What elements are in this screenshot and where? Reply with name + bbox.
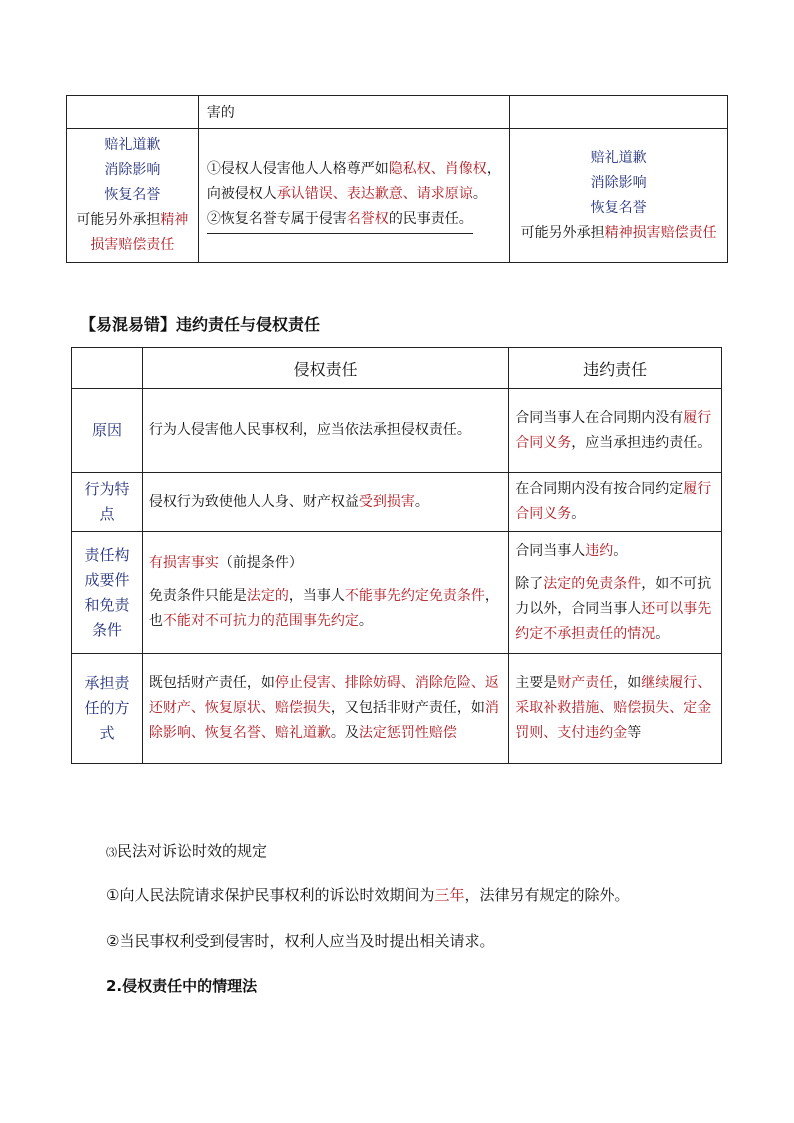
remedy-line: 消除影响 (590, 174, 647, 191)
contract-cell: 主要是财产责任，如继续履行、采取补救措施、赔偿损失、定金罚则、支付违约金等 (509, 654, 722, 764)
section-heading: 【易混易错】违约责任与侵权责任 (80, 315, 321, 334)
contract-cell: 合同当事人在合同期内没有履行合同义务，应当承担违约责任。 (509, 389, 722, 473)
top-table-row-1 (67, 96, 728, 129)
header-empty-cell (72, 348, 143, 389)
section-3-number: ⑶ (106, 846, 117, 859)
section-3-title: ⑶民法对诉讼时效的规定 (106, 842, 268, 860)
tort-cell: 侵权行为致使他人人身、财产权益受到损害。 (142, 473, 508, 532)
paragraph-2: ②当民事权利受到侵害时，权利人应当及时提出相关请求。 (106, 932, 495, 950)
remedy-line: 恢复名誉 (104, 187, 161, 203)
compare-header-row (72, 348, 722, 389)
top-right-cell (510, 96, 728, 129)
compare-row-elements (72, 532, 722, 654)
compare-row-cause (72, 389, 722, 473)
contract-cell: 合同当事人违约。 除了法定的免责条件，如不可抗力以外，合同当事人还可以事先约定不承担责任的情况。 (509, 532, 722, 654)
remedy-extra-red: 精神损害赔偿责任 (90, 212, 189, 253)
row-label: 原因 (72, 389, 143, 473)
header-contract: 违约责任 (509, 348, 722, 389)
remedy-extra: 可能另外承担精神损害赔偿责任 (76, 212, 189, 253)
top-table-row-2 (67, 129, 728, 263)
tort-cell: 行为人侵害他人民事权利，应当依法承担侵权责任。 (142, 389, 508, 473)
remedy-line: 赔礼道歉 (590, 149, 647, 166)
section-2-title: 2.侵权责任中的情理法 (106, 977, 258, 995)
remedy-line: 赔礼道歉 (104, 137, 161, 153)
remedy-line: 消除影响 (104, 162, 161, 178)
remedies-right-cell (510, 129, 728, 263)
row-label: 承担责任的方式 (72, 654, 143, 764)
tort-cell: 有损害事实（前提条件） 免责条件只能是法定的，当事人不能事先约定免责条件，也不能对不可抗力的范围事先约定。 (142, 532, 508, 654)
remedies-explanation-cell (198, 129, 510, 263)
top-middle-cell: 害的 (198, 96, 510, 129)
header-tort: 侵权责任 (142, 348, 508, 389)
paragraph-1: ①向人民法院请求保护民事权利的诉讼时效期间为三年，法律另有规定的除外。 (106, 886, 630, 904)
contract-cell: 在合同期内没有按合同约定履行合同义务。 (509, 473, 722, 532)
remedy-extra-red: 精神损害赔偿责任 (604, 224, 717, 241)
remedies-left-cell (67, 129, 199, 263)
remedy-extra: 可能另外承担精神损害赔偿责任 (520, 224, 717, 241)
top-left-cell (67, 96, 199, 129)
compare-table (71, 347, 722, 764)
explanation-point-2: ②恢复名誉专属于侵害名誉权的民事责任。 (207, 207, 473, 234)
compare-row-behavior (72, 473, 722, 532)
row-label: 责任构成要件和免责条件 (72, 532, 143, 654)
compare-row-methods (72, 654, 722, 764)
remedy-line: 恢复名誉 (590, 199, 647, 216)
tort-cell: 既包括财产责任，如停止侵害、排除妨碍、消除危险、返还财产、恢复原状、赔偿损失，又包括非财产责任，如消除影响、恢复名誉、赔礼道歉。及法定惩罚性赔偿 (142, 654, 508, 764)
top-table (66, 95, 728, 263)
explanation-point-1: ①侵权人侵害他人人格尊严如隐私权、肖像权，向被侵权人承认错误、表达歉意、请求原谅。 (206, 161, 501, 202)
row-label: 行为特点 (72, 473, 143, 532)
